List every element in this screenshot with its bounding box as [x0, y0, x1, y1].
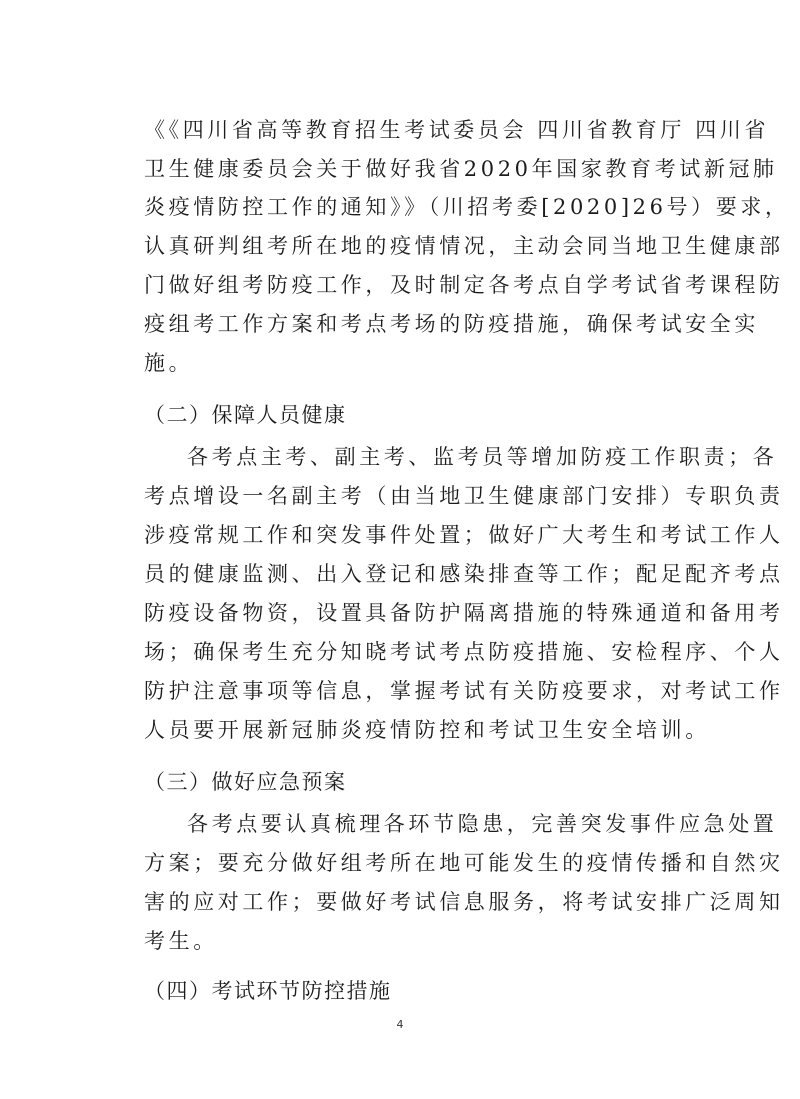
- text-line: 人员要开展新冠肺炎疫情防控和考试卫生安全培训。: [144, 718, 710, 742]
- section-heading-emergency-plan: （三）做好应急预案: [144, 770, 347, 794]
- section-heading-exam-prevention: （四）考试环节防控措施: [144, 979, 392, 1003]
- text-line: 卫生健康委员会关于做好我省2020年国家教育考试新冠肺: [144, 157, 778, 181]
- page-number: 4: [396, 1018, 404, 1031]
- section-heading-personnel-health: （二）保障人员健康: [144, 403, 347, 427]
- text-line: 害的应对工作；要做好考试信息服务，将考试安排广泛周知: [144, 890, 784, 914]
- text-line: 考点增设一名副主考（由当地卫生健康部门安排）专职负责: [144, 484, 784, 508]
- text-line: 认真研判组考所在地的疫情情况，主动会同当地卫生健康部: [144, 234, 784, 258]
- text-line: 场；确保考生充分知晓考试考点防疫措施、安检程序、个人: [144, 640, 784, 664]
- text-line: 各考点要认真梳理各环节隐患，完善突发事件应急处置: [187, 812, 778, 836]
- text-line: 施。: [144, 351, 194, 375]
- text-line: 《《四川省高等教育招生考试委员会 四川省教育厅 四川省: [144, 118, 770, 142]
- text-line: 方案；要充分做好组考所在地可能发生的疫情传播和自然灾: [144, 851, 784, 875]
- text-line: 防护注意事项等信息，掌握考试有关防疫要求，对考试工作: [144, 679, 784, 703]
- text-line: 员的健康监测、出入登记和感染排查等工作；配足配齐考点: [144, 562, 784, 586]
- text-line: 各考点主考、副主考、监考员等增加防疫工作职责；各: [187, 445, 778, 469]
- text-line: 炎疫情防控工作的通知》》（川招考委[2020]26号）要求，: [144, 195, 790, 219]
- text-line: 疫组考工作方案和考点考场的防疫措施，确保考试安全实: [144, 312, 759, 336]
- text-line: 门做好组考防疫工作，及时制定各考点自学考试省考课程防: [144, 273, 784, 297]
- text-line: 防疫设备物资，设置具备防护隔离措施的特殊通道和备用考: [144, 601, 784, 625]
- text-line: 涉疫常规工作和突发事件处置；做好广大考生和考试工作人: [144, 523, 784, 547]
- text-line: 考生。: [144, 929, 218, 953]
